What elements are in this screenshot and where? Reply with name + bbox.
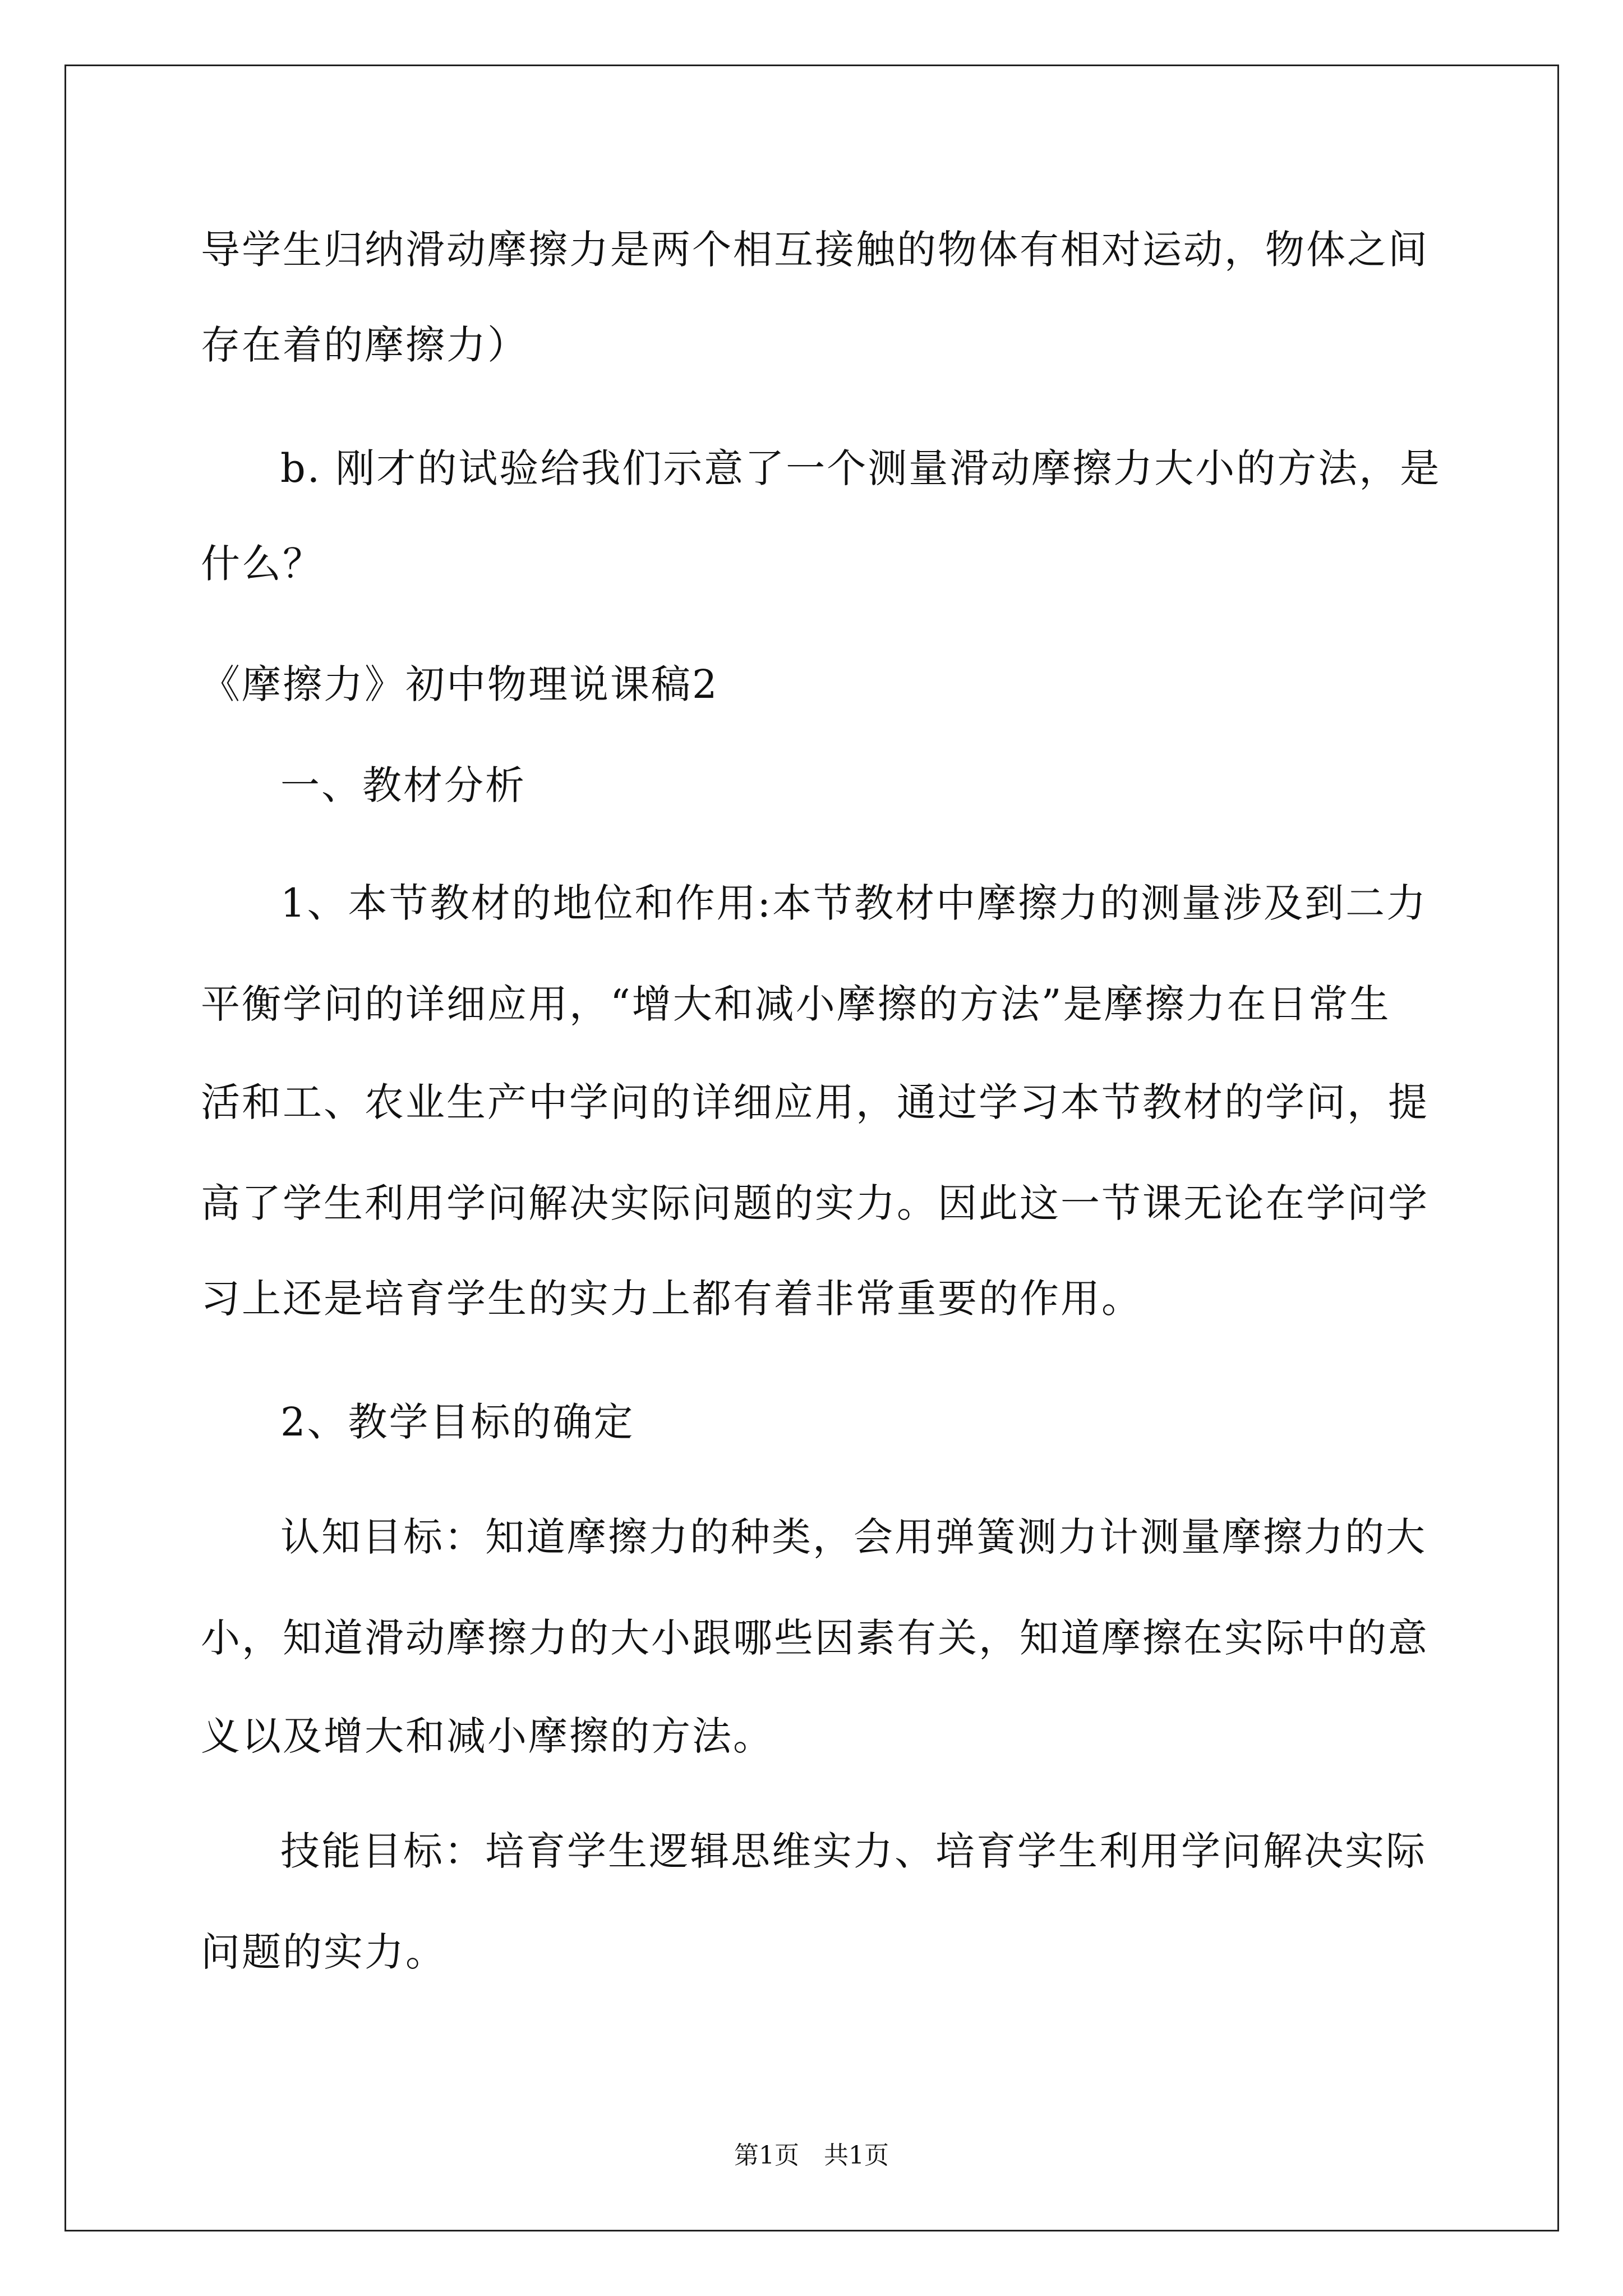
paragraph-line: 1、本节教材的地位和作用:本节教材中摩擦力的测量涉及到二力	[280, 880, 1428, 926]
page-footer: 第1页 共1页	[734, 2141, 889, 2170]
paragraph-line: 认知目标：知道摩擦力的种类，会用弹簧测力计测量摩擦力的大	[280, 1514, 1427, 1560]
paragraph-line: 存在着的摩擦力）	[201, 322, 528, 368]
paragraph-line: 习上还是培育学生的实力上都有着非常重要的作用。	[201, 1276, 1142, 1322]
paragraph-line: 平衡学问的详细应用，“增大和减小摩擦的方法”是摩擦力在日常生	[201, 981, 1391, 1027]
paragraph-line: 问题的实力。	[201, 1929, 446, 1975]
heading-line: 一、教材分析	[280, 762, 526, 808]
paragraph-line: 高了学生利用学问解决实际问题的实力。因此这一节课无论在学问学	[201, 1180, 1429, 1226]
paragraph-line: b. 刚才的试验给我们示意了一个测量滑动摩擦力大小的方法，是	[280, 445, 1441, 491]
paragraph-line: 义以及增大和减小摩擦的方法。	[201, 1713, 774, 1759]
paragraph-line: 什么？	[201, 541, 324, 587]
heading-line: 2、教学目标的确定	[280, 1399, 635, 1445]
paragraph-line: 小，知道滑动摩擦力的大小跟哪些因素有关，知道摩擦在实际中的意	[201, 1615, 1429, 1661]
paragraph-line: 导学生归纳滑动摩擦力是两个相互接触的物体有相对运动，物体之间	[201, 227, 1429, 273]
page-border	[64, 65, 1559, 2231]
section-title: 《摩擦力》初中物理说课稿2	[201, 661, 719, 707]
paragraph-line: 技能目标：培育学生逻辑思维实力、培育学生利用学问解决实际	[280, 1828, 1427, 1874]
paragraph-line: 活和工、农业生产中学问的详细应用，通过学习本节教材的学问，提	[201, 1079, 1429, 1125]
